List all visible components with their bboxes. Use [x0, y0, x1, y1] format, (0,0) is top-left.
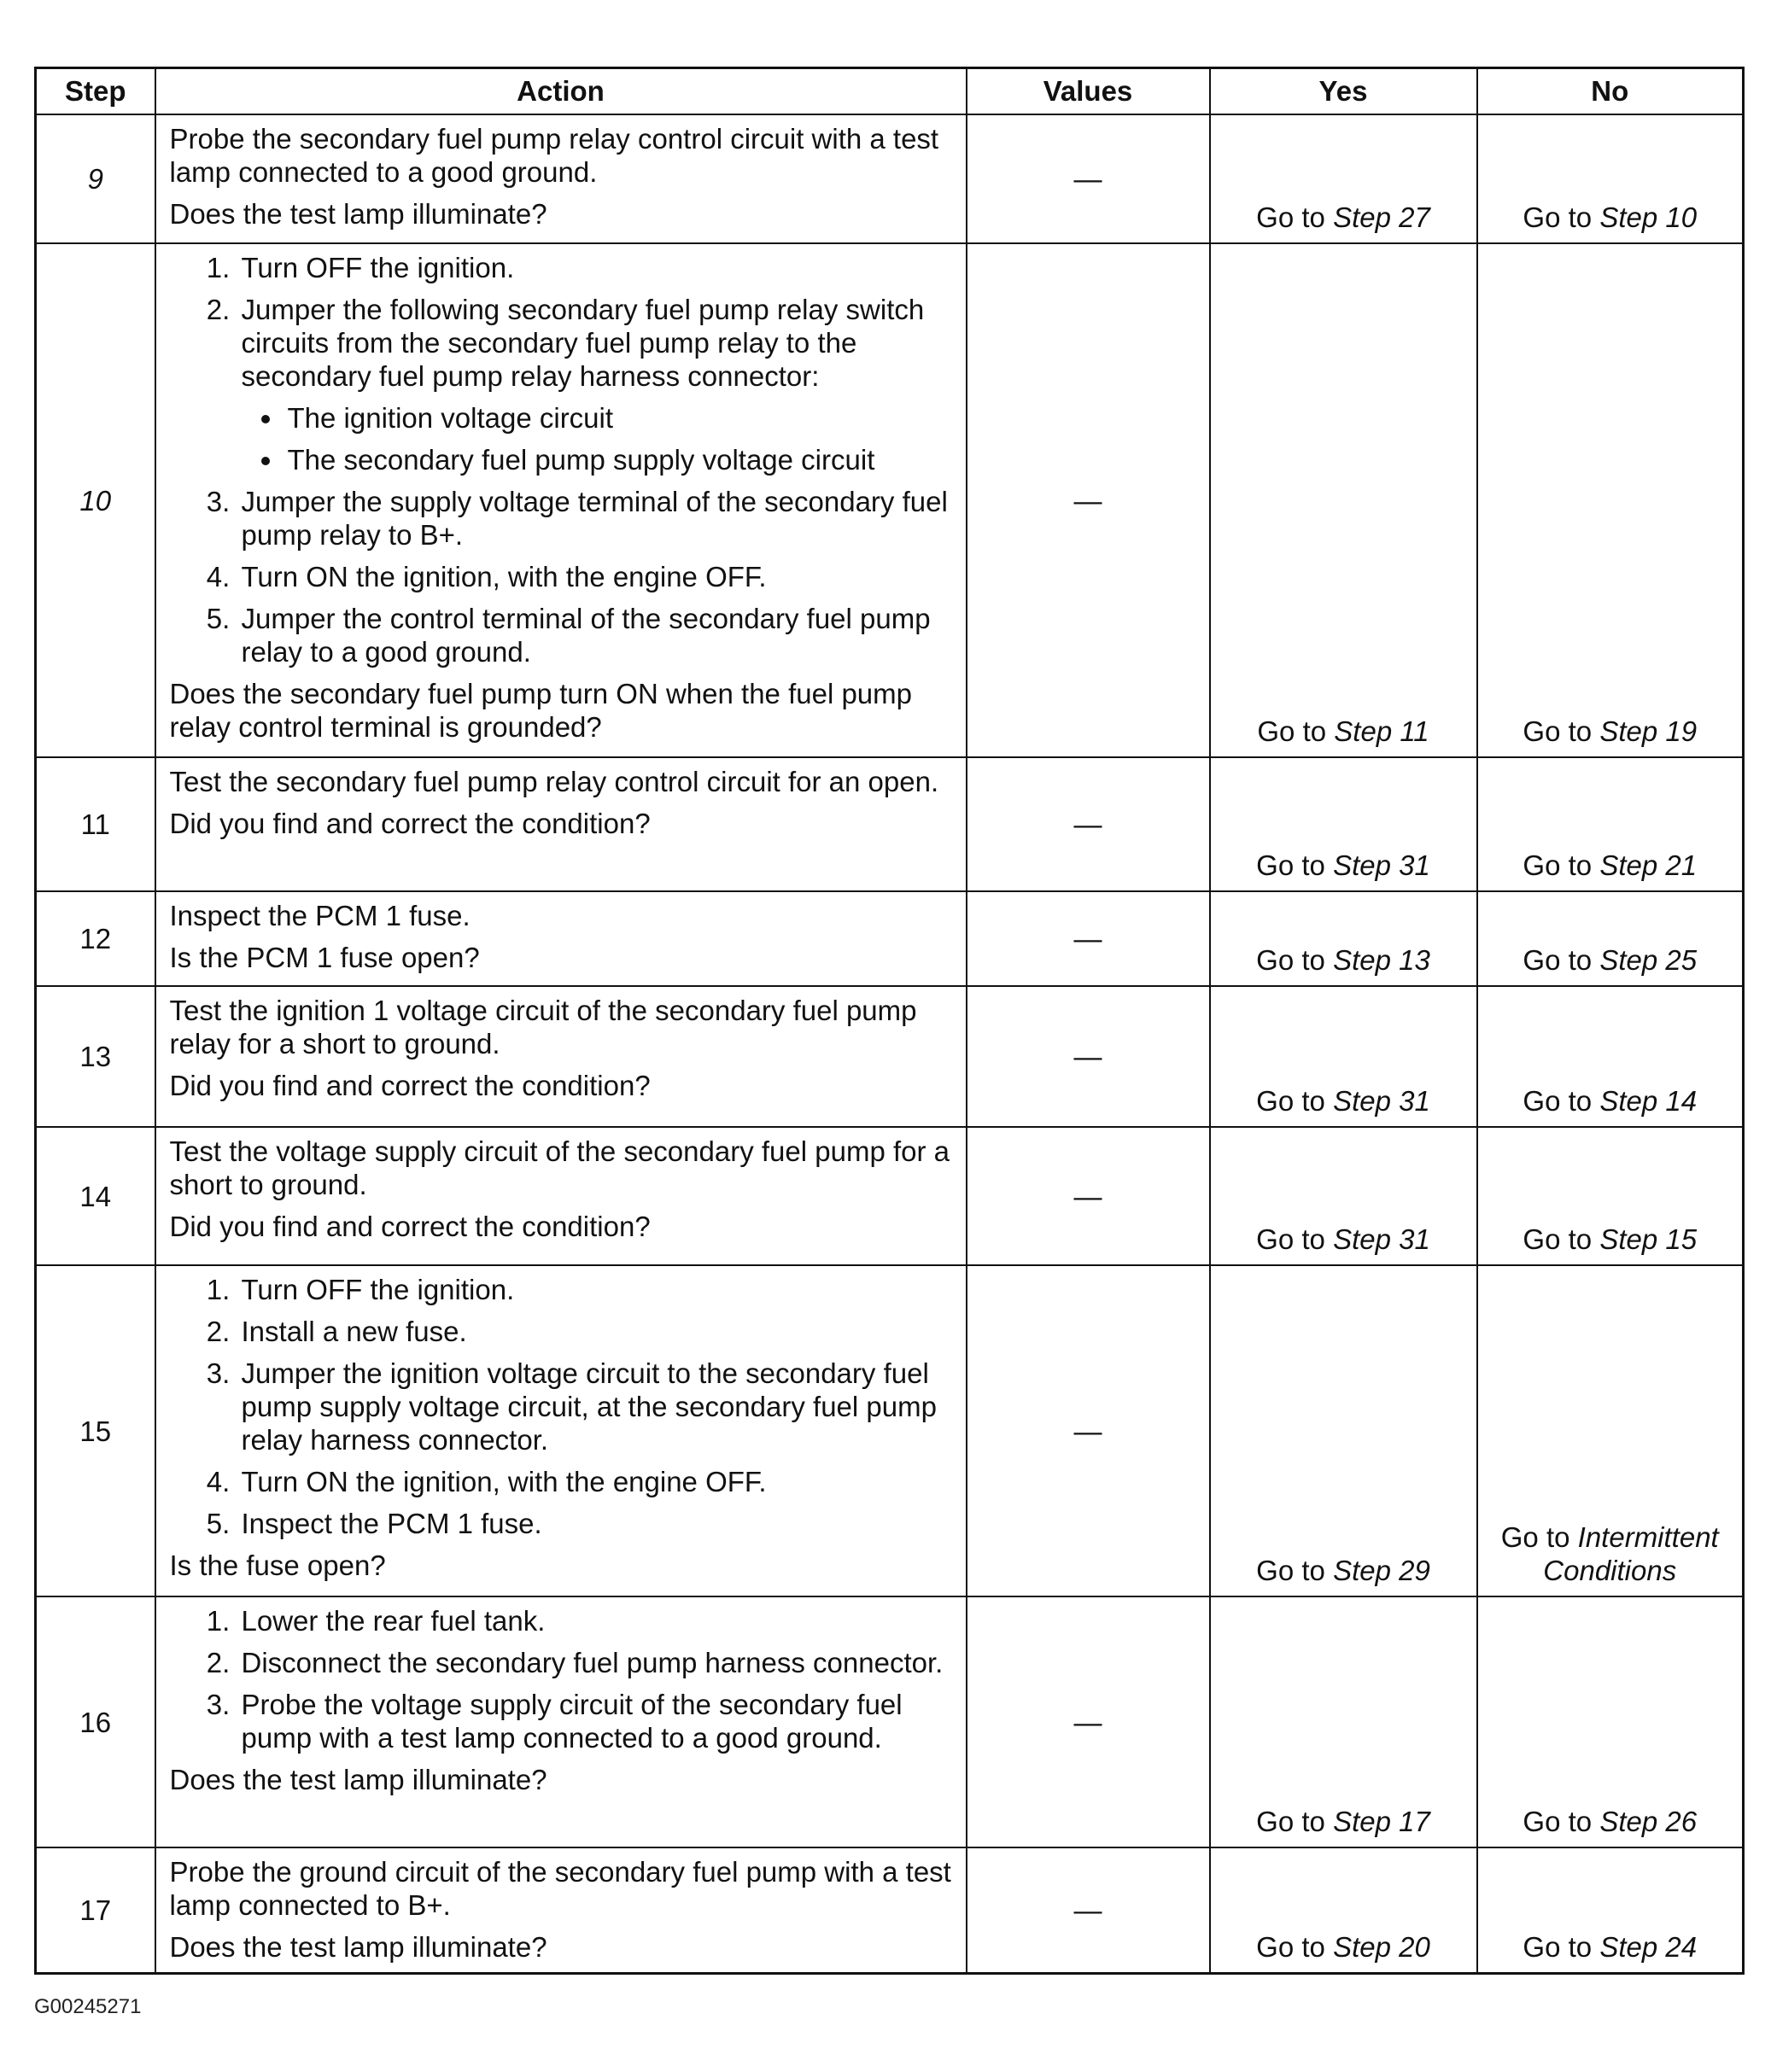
table-row	[36, 986, 1744, 1127]
step-number: 10	[36, 243, 155, 757]
yes-result	[1210, 757, 1477, 891]
goto-target: Step 26	[1599, 1806, 1698, 1837]
goto-prefix: Go to	[1523, 201, 1593, 233]
values-cell: —	[967, 243, 1210, 757]
yes-result	[1210, 1127, 1477, 1265]
action-step-text: Lower the rear fuel tank.	[241, 1605, 546, 1637]
goto-prefix: Go to	[1523, 849, 1593, 881]
figure-code: G00245271	[34, 1995, 142, 2018]
action-step	[238, 251, 954, 284]
action-step-text: Turn ON the ignition, with the engine OFF.	[241, 561, 767, 592]
goto-target: Step 24	[1599, 1931, 1698, 1963]
action-step-text: Disconnect the secondary fuel pump harness connector.	[241, 1647, 944, 1678]
table-row	[36, 1596, 1744, 1847]
no-result	[1477, 1596, 1744, 1847]
values-cell: —	[967, 1596, 1210, 1847]
yes-result	[1210, 243, 1477, 757]
goto-target: Step 21	[1599, 849, 1698, 881]
table-row	[36, 1265, 1744, 1596]
sub-bullet: • The secondary fuel pump supply voltage circuit	[284, 443, 954, 476]
action-step-text: Turn ON the ignition, with the engine OFF.	[241, 1466, 767, 1497]
action-cell	[155, 1265, 967, 1596]
action-step	[238, 1273, 954, 1306]
action-question: Is the PCM 1 fuse open?	[169, 942, 480, 973]
goto-prefix: Go to	[1256, 201, 1325, 233]
action-text: Test the ignition 1 voltage circuit of the secondary fuel pump relay for a short to ground.	[169, 995, 917, 1059]
action-step	[238, 1604, 954, 1637]
goto-target: Step 14	[1599, 1085, 1698, 1117]
values-cell: —	[967, 891, 1210, 986]
action-question: Does the test lamp illuminate?	[169, 1931, 547, 1963]
action-cell	[155, 757, 967, 891]
goto-prefix: Go to	[1256, 849, 1325, 881]
goto-target: Step 31	[1333, 849, 1430, 881]
action-step-text: Jumper the control terminal of the secondary fuel pump relay to a good ground.	[241, 603, 931, 668]
action-question: Does the test lamp illuminate?	[169, 1764, 547, 1795]
no-result	[1477, 243, 1744, 757]
action-question: Did you find and correct the condition?	[169, 1211, 651, 1242]
goto-prefix: Go to	[1523, 1931, 1593, 1963]
goto-target: Step 31	[1333, 1085, 1430, 1117]
action-cell	[155, 891, 967, 986]
goto-target: Step 10	[1599, 201, 1698, 233]
yes-result	[1210, 986, 1477, 1127]
goto-target: Step 15	[1599, 1223, 1698, 1255]
action-step-text: Turn OFF the ignition.	[241, 1274, 515, 1305]
step-number: 9	[36, 114, 155, 243]
action-step-text: Install a new fuse.	[241, 1316, 467, 1347]
step-number: 13	[36, 986, 155, 1127]
action-step-text: Jumper the supply voltage terminal of the secondary fuel pump relay to B+.	[241, 486, 948, 551]
table-row	[36, 891, 1744, 986]
table-row	[36, 1847, 1744, 1974]
action-step-list	[170, 1604, 954, 1754]
no-result	[1477, 757, 1744, 891]
action-step	[238, 1357, 954, 1456]
action-cell	[155, 114, 967, 243]
action-step-text: Probe the voltage supply circuit of the secondary fuel pump with a test lamp connected to a good ground.	[241, 1689, 903, 1754]
action-cell	[155, 1847, 967, 1974]
values-cell: —	[967, 757, 1210, 891]
step-number: 17	[36, 1847, 155, 1974]
no-result	[1477, 1127, 1744, 1265]
header-action: Action	[155, 68, 967, 115]
action-cell	[155, 1596, 967, 1847]
action-step	[238, 1646, 954, 1679]
action-cell	[155, 986, 967, 1127]
goto-prefix: Go to	[1256, 944, 1325, 976]
table-body	[36, 114, 1744, 1974]
no-result	[1477, 891, 1744, 986]
action-step	[238, 1688, 954, 1754]
action-step-list	[170, 251, 954, 668]
values-cell: —	[967, 1265, 1210, 1596]
goto-prefix: Go to	[1500, 1521, 1570, 1553]
table-row	[36, 1127, 1744, 1265]
no-result	[1477, 114, 1744, 243]
goto-prefix: Go to	[1523, 1085, 1593, 1117]
header-step: Step	[36, 68, 155, 115]
step-number: 12	[36, 891, 155, 986]
goto-prefix: Go to	[1256, 1806, 1325, 1837]
action-step-list	[170, 1273, 954, 1540]
header-values: Values	[967, 68, 1210, 115]
action-step-text: Inspect the PCM 1 fuse.	[241, 1508, 542, 1539]
diagnostic-table	[34, 67, 1745, 1975]
no-result	[1477, 1265, 1744, 1596]
action-question: Did you find and correct the condition?	[169, 808, 651, 839]
step-number: 14	[36, 1127, 155, 1265]
goto-prefix: Go to	[1523, 944, 1593, 976]
table-row	[36, 114, 1744, 243]
action-step	[238, 602, 954, 668]
goto-target: Step 25	[1599, 944, 1698, 976]
action-question: Did you find and correct the condition?	[169, 1070, 651, 1101]
step-number: 16	[36, 1596, 155, 1847]
yes-result	[1210, 114, 1477, 243]
action-text: Test the voltage supply circuit of the secondary fuel pump for a short to ground.	[169, 1135, 950, 1200]
action-question: Does the secondary fuel pump turn ON when the fuel pump relay control terminal is grounded?	[169, 678, 912, 743]
no-result	[1477, 1847, 1744, 1974]
action-step	[238, 1507, 954, 1540]
no-result	[1477, 986, 1744, 1127]
action-text: Test the secondary fuel pump relay control circuit for an open.	[169, 766, 939, 797]
yes-result	[1210, 891, 1477, 986]
goto-prefix: Go to	[1523, 1223, 1593, 1255]
sub-bullet-list	[242, 401, 954, 476]
action-text: Probe the ground circuit of the secondary fuel pump with a test lamp connected to B+.	[169, 1856, 951, 1921]
goto-prefix: Go to	[1256, 1931, 1325, 1963]
goto-target: Step 20	[1333, 1931, 1430, 1963]
step-number: 15	[36, 1265, 155, 1596]
action-cell	[155, 243, 967, 757]
values-cell: —	[967, 986, 1210, 1127]
action-step-text: Jumper the ignition voltage circuit to the secondary fuel pump supply voltage circuit, at the secondary fuel pump relay harness connector.	[241, 1357, 937, 1456]
action-text: Inspect the PCM 1 fuse.	[169, 900, 471, 931]
goto-target: Step 13	[1333, 944, 1430, 976]
sub-bullet: • The ignition voltage circuit	[284, 401, 954, 435]
yes-result	[1210, 1265, 1477, 1596]
table-header-row	[36, 68, 1744, 115]
action-step	[238, 1465, 954, 1498]
goto-prefix: Go to	[1523, 715, 1593, 747]
goto-prefix: Go to	[1256, 1555, 1325, 1586]
action-step-text: Jumper the following secondary fuel pump relay switch circuits from the secondary fuel pump relay to the secondary fuel pump relay harness connector:	[241, 294, 925, 392]
header-yes: Yes	[1210, 68, 1477, 115]
goto-prefix: Go to	[1257, 715, 1327, 747]
goto-target: Intermittent Conditions	[1543, 1521, 1719, 1586]
action-question: Does the test lamp illuminate?	[169, 198, 547, 230]
action-cell	[155, 1127, 967, 1265]
goto-target: Step 29	[1333, 1555, 1430, 1586]
header-no: No	[1477, 68, 1744, 115]
action-text: Probe the secondary fuel pump relay control circuit with a test lamp connected to a good ground.	[169, 123, 939, 188]
yes-result	[1210, 1596, 1477, 1847]
goto-target: Step 19	[1599, 715, 1698, 747]
step-number: 11	[36, 757, 155, 891]
action-step	[238, 293, 954, 476]
yes-result	[1210, 1847, 1477, 1974]
goto-target: Step 27	[1333, 201, 1430, 233]
action-step	[238, 485, 954, 552]
goto-prefix: Go to	[1256, 1085, 1325, 1117]
goto-target: Step 11	[1334, 715, 1429, 747]
action-step-text: Turn OFF the ignition.	[241, 252, 515, 283]
values-cell: —	[967, 1847, 1210, 1974]
values-cell: —	[967, 114, 1210, 243]
action-step	[238, 560, 954, 593]
table-row	[36, 243, 1744, 757]
action-question: Is the fuse open?	[169, 1550, 386, 1581]
goto-prefix: Go to	[1256, 1223, 1325, 1255]
action-step	[238, 1315, 954, 1348]
table-row	[36, 757, 1744, 891]
goto-target: Step 17	[1333, 1806, 1430, 1837]
goto-prefix: Go to	[1523, 1806, 1593, 1837]
values-cell: —	[967, 1127, 1210, 1265]
goto-target: Step 31	[1333, 1223, 1430, 1255]
